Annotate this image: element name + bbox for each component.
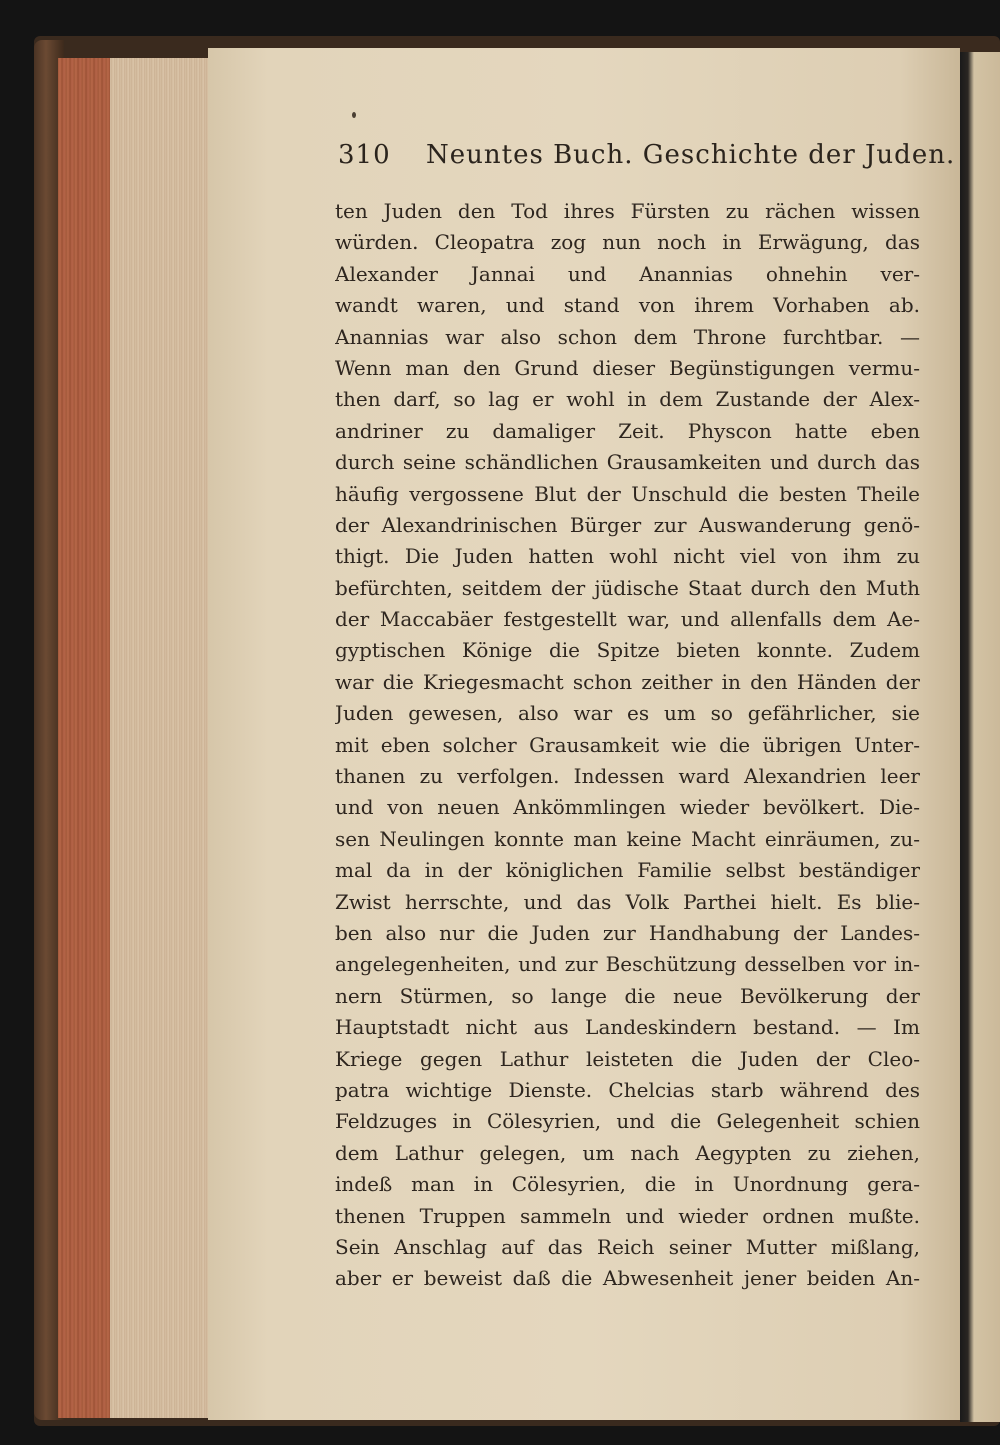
text-line: Anannias war also schon dem Throne furchtbar. — [335, 324, 920, 349]
text-line: Zwist herrschte, und das Volk Parthei hielt. Es blie- [335, 889, 920, 914]
text-line: ten Juden den Tod ihres Fürsten zu rächen wissen [335, 199, 920, 223]
text-line: thigt. Die Juden hatten wohl nicht viel von ihm zu [335, 544, 920, 569]
body-text [335, 196, 920, 1295]
text-line: Kriege gegen Lathur leisteten die Juden der Cleo- [335, 1046, 920, 1071]
text-line: Sein Anschlag auf das Reich seiner Mutter mißlang, [335, 1234, 920, 1259]
text-line: thanen zu verfolgen. Indessen ward Alexandrien leer [335, 764, 920, 789]
text-line: mal da in der königlichen Familie selbst beständiger [335, 858, 920, 883]
page-number: 310 [338, 140, 391, 170]
text-line: der Alexandrinischen Bürger zur Auswanderung genö- [335, 512, 920, 537]
text-line: sen Neulingen konnte man keine Macht einräumen, zu- [335, 826, 920, 851]
text-line: Hauptstadt nicht aus Landeskindern bestand. — Im [335, 1015, 920, 1040]
text-line: wandt waren, und stand von ihrem Vorhaben ab. [335, 293, 920, 318]
text-line: Wenn man den Grund dieser Begünstigungen vermu- [335, 355, 920, 380]
text-line: nern Stürmen, so lange die neue Bevölkerung der [335, 983, 920, 1008]
text-line: würden. Cleopatra zog nun noch in Erwägung, das [335, 230, 920, 255]
text-line: Feldzuges in Cölesyrien, und die Gelegenheit schien [335, 1109, 920, 1134]
text-line: dem Lathur gelegen, um nach Aegypten zu ziehen, [335, 1140, 920, 1165]
text-line: mit eben solcher Grausamkeit wie die übrigen Unter- [335, 732, 920, 757]
text-line: und von neuen Ankömmlingen wieder bevölkert. Die- [335, 795, 920, 820]
ink-speck [352, 112, 356, 118]
text-line: war die Kriegesmacht schon zeither in den Händen der [335, 669, 920, 694]
text-line: andriner zu damaliger Zeit. Physcon hatte eben [335, 418, 920, 443]
text-line: durch seine schändlichen Grausamkeiten und durch das [335, 450, 920, 475]
text-line: thenen Truppen sammeln und wieder ordnen mußte. [335, 1203, 920, 1228]
text-line: angelegenheiten, und zur Beschützung desselben vor in- [335, 952, 920, 977]
facing-page-edge [960, 52, 1000, 1422]
text-line: then darf, so lag er wohl in dem Zustande der Alex- [335, 387, 920, 412]
page-block-edge [58, 58, 208, 1418]
text-line: ben also nur die Juden zur Handhabung der Landes- [335, 920, 920, 945]
text-line: aber er beweist daß die Abwesenheit jener beiden An- [335, 1266, 920, 1291]
running-title: Neuntes Buch. Geschichte der Juden. [426, 140, 956, 170]
page-block-light-edge [110, 58, 208, 1418]
text-line: gyptischen Könige die Spitze bieten konnte. Zudem [335, 638, 920, 663]
text-line: Juden gewesen, also war es um so gefährlicher, sie [335, 701, 920, 726]
page-header [338, 140, 956, 182]
text-line: häufig vergossene Blut der Unschuld die besten Theile [335, 481, 920, 506]
text-line: befürchten, seitdem der jüdische Staat durch den Muth [335, 575, 920, 600]
text-line: der Maccabäer festgestellt war, und allenfalls dem Ae- [335, 607, 920, 632]
text-line: Alexander Jannai und Anannias ohnehin ver- [335, 261, 920, 286]
text-line: patra wichtige Dienste. Chelcias starb während des [335, 1077, 920, 1102]
text-line: indeß man in Cölesyrien, die in Unordnung gera- [335, 1172, 920, 1197]
